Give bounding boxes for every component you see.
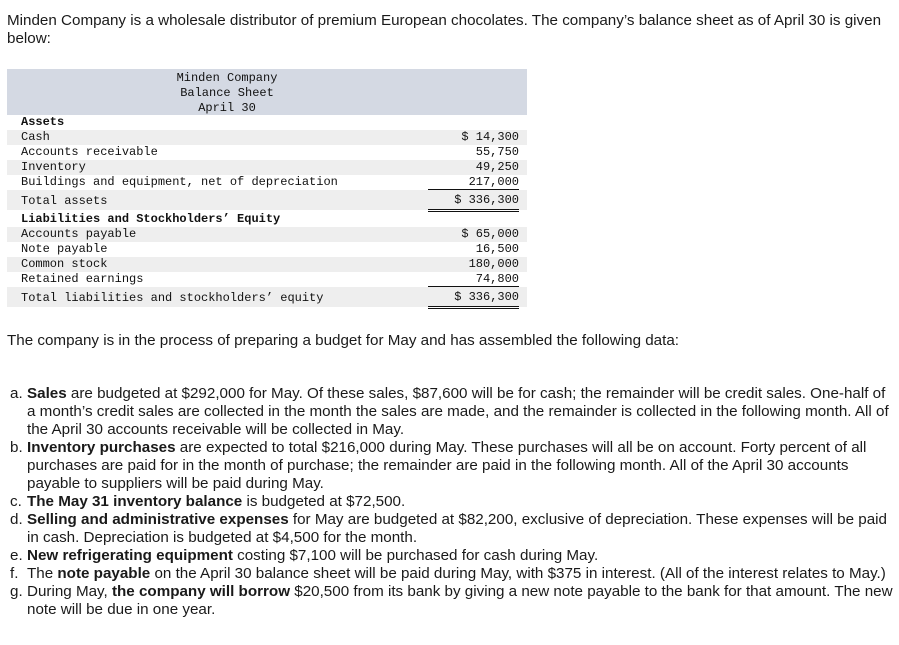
row-label: Accounts receivable	[21, 145, 158, 159]
item-keyword: Inventory purchases	[27, 439, 176, 456]
budget-intro: The company is in the process of preparing a budget for May and has assembled the following data:	[7, 332, 680, 349]
assets-heading: Assets	[21, 115, 65, 129]
row-label: Retained earnings	[21, 272, 144, 286]
assets-heading-row	[7, 115, 527, 130]
item-marker: e.	[10, 547, 23, 564]
row-amount: $ 65,000	[461, 227, 519, 241]
list-item	[10, 385, 894, 439]
balance-sheet-table	[7, 69, 527, 307]
item-marker: f.	[10, 565, 19, 582]
row-label: Buildings and equipment, net of depreciation	[21, 175, 338, 189]
item-marker: g.	[10, 583, 23, 600]
item-prefix: During May,	[27, 583, 112, 600]
total-liabilities-row	[7, 287, 527, 307]
row-amount: 217,000	[428, 175, 519, 190]
row-amount: 180,000	[468, 257, 519, 271]
list-item	[10, 583, 894, 619]
row-label: Inventory	[21, 160, 86, 174]
row-label: Total assets	[21, 194, 108, 208]
item-marker: c.	[10, 493, 22, 510]
list-item	[10, 439, 894, 493]
item-text: costing $7,100 will be purchased for cash during May.	[232, 547, 599, 564]
total-assets-row	[7, 190, 527, 210]
row-amount: 49,250	[475, 160, 519, 174]
row-amount: 16,500	[475, 242, 519, 256]
row-label: Cash	[21, 130, 50, 144]
list-item	[10, 547, 894, 565]
row-amount: 55,750	[475, 145, 519, 159]
item-text: for May are budgeted at $82,200, exclusive of depreciation. These expenses will be paid in cash. Depreciation is budgeted at $4,500 for the month.	[27, 511, 887, 546]
item-prefix: The	[27, 565, 58, 582]
item-keyword: note payable	[57, 565, 151, 582]
table-row	[7, 145, 527, 160]
list-item	[10, 565, 894, 583]
item-text: $20,500 from its bank by giving a new note payable to the bank for that amount. The new note will be due in one year.	[27, 583, 893, 618]
budget-data-list	[10, 385, 894, 619]
list-item	[10, 511, 894, 547]
row-label: Accounts payable	[21, 227, 137, 241]
liabilities-heading: Liabilities and Stockholders’ Equity	[21, 212, 281, 226]
row-amount: $ 336,300	[428, 190, 519, 212]
list-item	[10, 493, 894, 511]
item-keyword: Selling and administrative expenses	[27, 511, 289, 528]
item-keyword: The May 31 inventory balance	[27, 493, 243, 510]
item-keyword: Sales	[27, 385, 67, 402]
row-amount: $ 14,300	[461, 130, 519, 144]
row-amount: $ 336,300	[428, 287, 519, 309]
liabilities-heading-row	[7, 212, 527, 227]
row-label: Note payable	[21, 242, 108, 256]
row-amount: 74,800	[428, 272, 519, 287]
item-marker: b.	[10, 439, 23, 456]
row-label: Common stock	[21, 257, 108, 271]
row-label: Total liabilities and stockholders’ equity	[21, 291, 324, 305]
company-name: Minden Company	[176, 71, 278, 85]
item-marker: a.	[10, 385, 23, 402]
item-keyword: the company will borrow	[111, 583, 291, 600]
table-row	[7, 257, 527, 272]
table-row	[7, 160, 527, 175]
table-row	[7, 272, 527, 287]
item-text: are expected to total $216,000 during May. These purchases will all be on account. Forty percent of all purchases are paid for in the month of purchase; the remainder are paid in the following month. All of the April 30 accounts payable to suppliers will be paid during May.	[27, 439, 867, 492]
item-keyword: New refrigerating equipment	[27, 547, 233, 564]
table-row	[7, 175, 527, 190]
item-text: is budgeted at $72,500.	[242, 493, 406, 510]
table-row	[7, 130, 527, 145]
item-marker: d.	[10, 511, 23, 528]
intro-paragraph: Minden Company is a wholesale distributor of premium European chocolates. The company’s balance sheet as of April 30 is given below:	[7, 12, 882, 47]
statement-date: April 30	[198, 101, 256, 115]
table-row	[7, 242, 527, 257]
statement-title: Balance Sheet	[180, 86, 274, 100]
item-text: are budgeted at $292,000 for May. Of these sales, $87,600 will be for cash; the remainder will be credit sales. One-half of a month’s credit sales are collected in the month the sales are made, and the remainder is collected in the following month. All of the April 30 accounts receivable will be collected in May.	[27, 385, 889, 438]
item-text: on the April 30 balance sheet will be paid during May, with $375 in interest. (All of the interest relates to May.)	[150, 565, 886, 582]
balance-sheet-header	[7, 69, 527, 115]
table-row	[7, 227, 527, 242]
